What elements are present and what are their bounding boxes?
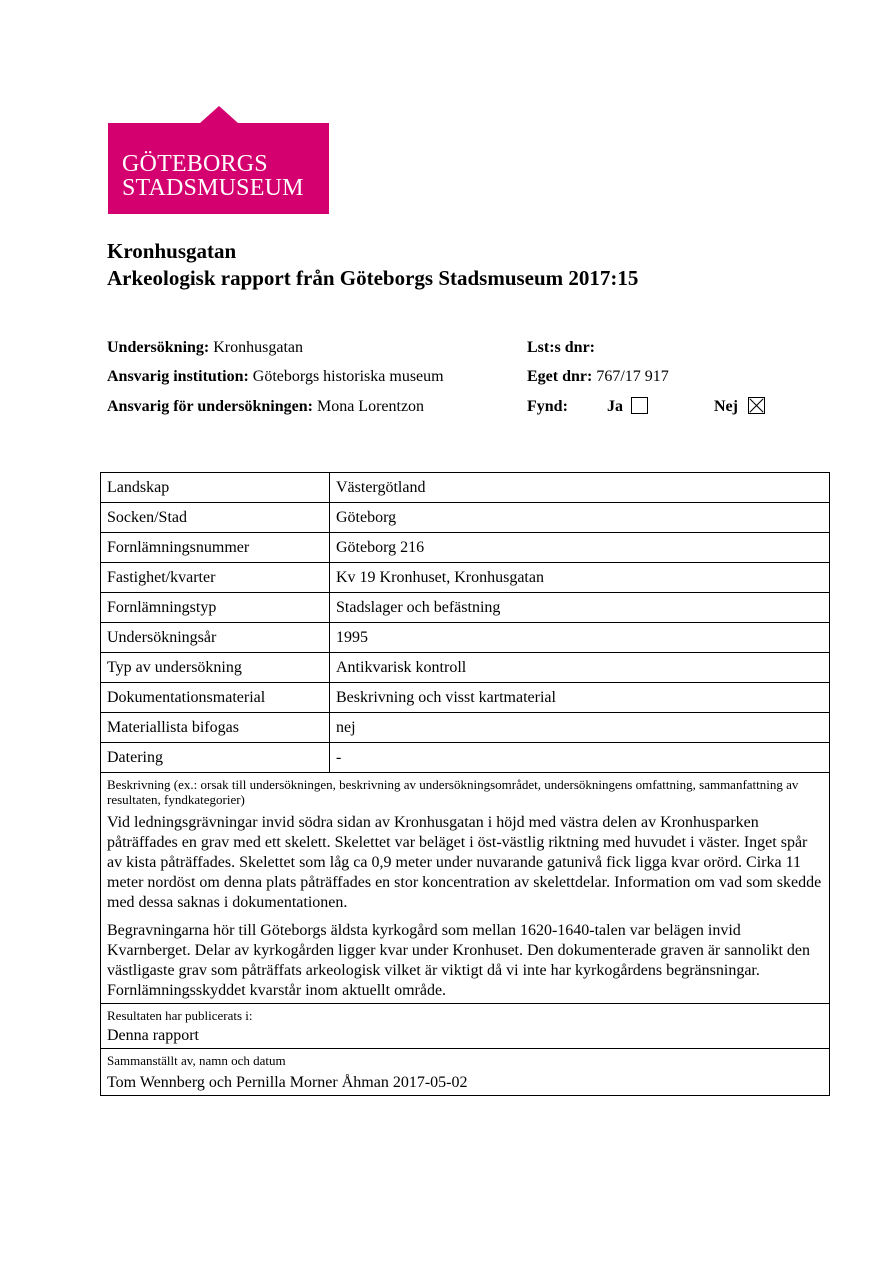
ansvarig-label: Ansvarig för undersökningen: (107, 398, 313, 415)
row-value: Beskrivning och visst kartmaterial (330, 683, 830, 713)
row-key: Fornlämningsnummer (101, 533, 330, 563)
report-title (107, 238, 638, 292)
meta-eget-dnr (527, 367, 669, 387)
logo-line-2: STADSMUSEUM (122, 175, 304, 201)
publicerat-label: Resultaten har publicerats i: (107, 1008, 253, 1023)
eget-dnr-label: Eget dnr: (527, 368, 593, 385)
row-value: nej (330, 713, 830, 743)
beskrivning-paragraph-1: Vid ledningsgrävningar invid södra sidan av Kronhusgatan i höjd med västra delen av Kronhusparken påträffades en grav med ett skelett. Skelettet var beläget i öst-västlig riktning med huvudet i väster. Inget spår av kista påträffades. Skelettet som låg ca 0,9 meter under nuvarande gatunivå fick ligga kvar orörd. Cirka 11 meter nordöst om denna plats påträffades en stor koncentration av skelettdelar. Information om vad som skedde med dessa saknas i dokumentationen. (107, 814, 822, 911)
sammanstallt-label: Sammanställt av, namn och datum (107, 1053, 286, 1068)
table-row (101, 743, 830, 773)
row-value: Stadslager och befästning (330, 593, 830, 623)
meta-fynd (527, 397, 568, 417)
eget-dnr-value: 767/17 917 (596, 368, 669, 385)
info-table (100, 472, 830, 1096)
publicerat-value: Denna rapport (107, 1027, 199, 1044)
publicerat-row (101, 1004, 830, 1049)
row-key: Landskap (101, 473, 330, 503)
meta-institution (107, 367, 444, 387)
beskrivning-paragraph-2: Begravningarna hör till Göteborgs äldsta kyrkogård som mellan 1620-1640-talen var belägen invid Kvarnberget. Delar av kyrkogården ligger kvar under Kronhuset. Den dokumenterade graven är sannolikt den västligaste grav som påträffats arkeologisk vilket är viktigt då vi inte har kyrkogårdens begränsningar. Fornlämningsskyddet kvarstår inom aktuellt område. (107, 922, 811, 999)
row-key: Dokumentationsmaterial (101, 683, 330, 713)
row-key: Fastighet/kvarter (101, 563, 330, 593)
row-key: Socken/Stad (101, 503, 330, 533)
institution-value: Göteborgs historiska museum (252, 368, 444, 385)
logo-line-1: GÖTEBORGS (122, 151, 268, 177)
table-row (101, 683, 830, 713)
row-value: Antikvarisk kontroll (330, 653, 830, 683)
table-row (101, 713, 830, 743)
row-key: Undersökningsår (101, 623, 330, 653)
sammanstallt-row (101, 1049, 830, 1096)
row-key: Materiallista bifogas (101, 713, 330, 743)
title-line-1: Kronhusgatan (107, 239, 237, 263)
row-value: Göteborg (330, 503, 830, 533)
undersokning-label: Undersökning: (107, 339, 210, 356)
meta-lst-dnr (527, 338, 595, 358)
ansvarig-value: Mona Lorentzon (316, 398, 425, 415)
row-key: Typ av undersökning (101, 653, 330, 683)
ja-checkbox[interactable] (631, 397, 648, 414)
meta-ansvarig (107, 397, 424, 417)
table-row (101, 503, 830, 533)
nej-checkbox[interactable] (748, 397, 765, 414)
row-value: Göteborg 216 (330, 533, 830, 563)
undersokning-value: Kronhusgatan (213, 339, 304, 356)
row-key: Fornlämningstyp (101, 593, 330, 623)
beskrivning-label: Beskrivning (ex.: orsak till undersökningen, beskrivning av undersökningsområdet, undersökningens omfattning, sammanfattning av resultaten, fyndkategorier) (107, 777, 799, 807)
lst-dnr-label: Lst:s dnr: (527, 339, 596, 356)
table-row (101, 593, 830, 623)
publicerat-cell (101, 1004, 830, 1049)
table-row (101, 533, 830, 563)
row-value: Kv 19 Kronhuset, Kronhusgatan (330, 563, 830, 593)
table-row (101, 623, 830, 653)
sammanstallt-value: Tom Wennberg och Pernilla Morner Åhman 2017-05-02 (107, 1074, 468, 1091)
institution-label: Ansvarig institution: (107, 368, 249, 385)
table-row (101, 653, 830, 683)
beskrivning-row (101, 773, 830, 1004)
nej-label: Nej (714, 398, 738, 415)
table-row (101, 473, 830, 503)
museum-logo (108, 106, 329, 214)
meta-undersokning (107, 338, 303, 358)
fynd-nej (714, 397, 765, 417)
logo-text (122, 152, 304, 200)
title-line-2: Arkeologisk rapport från Göteborgs Stadsmuseum 2017:15 (107, 266, 639, 290)
row-key: Datering (101, 743, 330, 773)
row-value: 1995 (330, 623, 830, 653)
beskrivning-cell (101, 773, 830, 1004)
sammanstallt-cell (101, 1049, 830, 1096)
table-row (101, 563, 830, 593)
row-value: Västergötland (330, 473, 830, 503)
fynd-ja (607, 397, 648, 417)
ja-label: Ja (607, 398, 623, 415)
row-value: - (330, 743, 830, 773)
fynd-label: Fynd: (527, 398, 568, 415)
